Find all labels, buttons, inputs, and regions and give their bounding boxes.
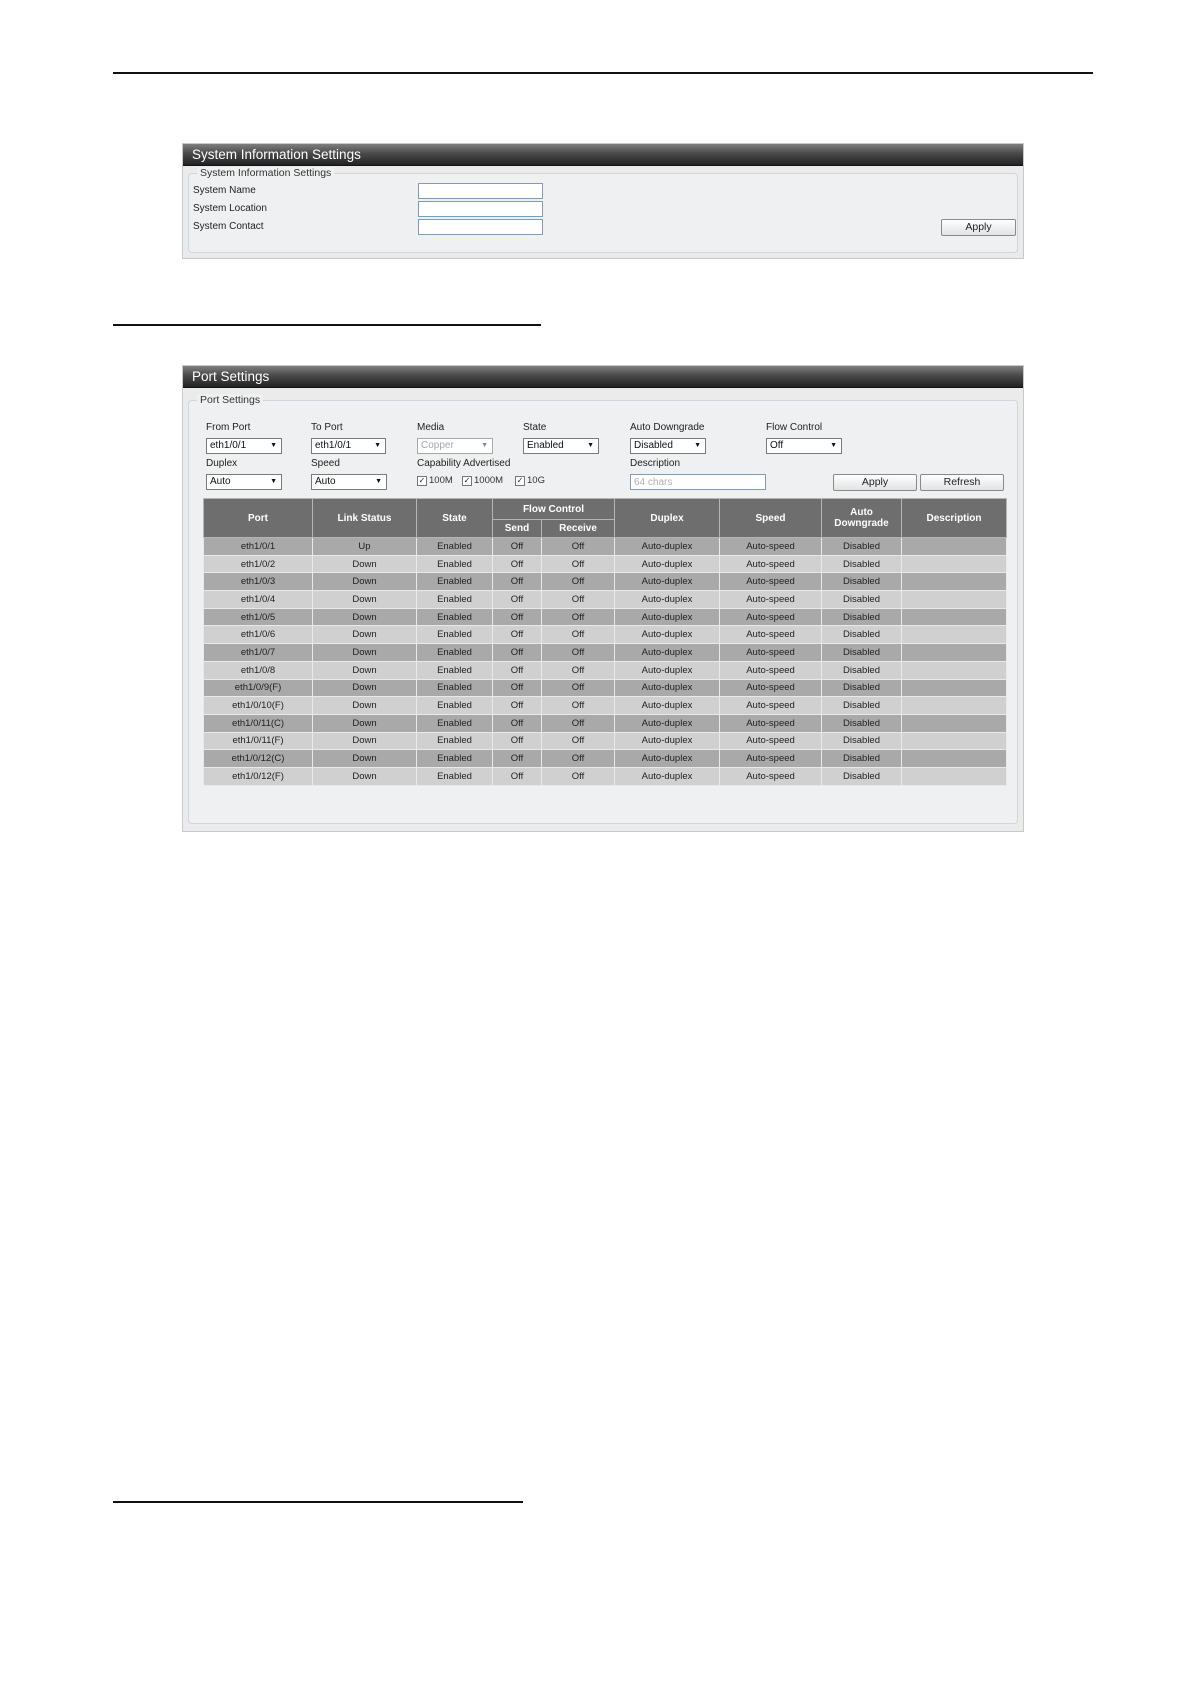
cell-speed: Auto-speed — [720, 591, 822, 609]
duplex-label: Duplex — [206, 458, 238, 469]
speed-select[interactable] — [311, 474, 387, 490]
cell-speed: Auto-speed — [720, 767, 822, 785]
description-input[interactable] — [630, 474, 766, 490]
page-header-rule — [113, 72, 1093, 74]
port-settings-title: Port Settings — [183, 366, 1023, 388]
table-row[interactable] — [204, 608, 1007, 626]
cell-auto-downgrade: Disabled — [822, 767, 902, 785]
cell-auto-downgrade: Disabled — [822, 538, 902, 556]
cell-description — [902, 591, 1007, 609]
cell-flow-receive: Off — [542, 591, 615, 609]
cell-link-status: Down — [313, 714, 417, 732]
cell-flow-receive: Off — [542, 732, 615, 750]
cell-duplex: Auto-duplex — [615, 661, 720, 679]
section-underline-2 — [113, 1501, 523, 1503]
state-value: Enabled — [527, 440, 564, 451]
cell-flow-send: Off — [493, 767, 542, 785]
to-port-select[interactable] — [311, 438, 386, 454]
dropdown-arrow-icon: ▼ — [375, 478, 382, 485]
table-row[interactable] — [204, 555, 1007, 573]
auto-downgrade-label: Auto Downgrade — [630, 422, 705, 433]
cell-state: Enabled — [417, 626, 493, 644]
port-settings-legend: Port Settings — [197, 394, 263, 406]
cell-speed: Auto-speed — [720, 608, 822, 626]
col-header-speed: Speed — [720, 499, 822, 538]
col-header-port: Port — [204, 499, 313, 538]
cell-auto-downgrade: Disabled — [822, 644, 902, 662]
description-label: Description — [630, 458, 681, 469]
cell-flow-send: Off — [493, 661, 542, 679]
cell-link-status: Down — [313, 573, 417, 591]
cell-speed: Auto-speed — [720, 661, 822, 679]
checkmark-icon: ✓ — [516, 475, 524, 485]
table-row[interactable] — [204, 750, 1007, 768]
cell-state: Enabled — [417, 714, 493, 732]
cell-description — [902, 767, 1007, 785]
cell-flow-receive: Off — [542, 644, 615, 662]
cell-link-status: Down — [313, 697, 417, 715]
cell-description — [902, 555, 1007, 573]
cell-duplex: Auto-duplex — [615, 608, 720, 626]
cell-speed: Auto-speed — [720, 538, 822, 556]
cell-auto-downgrade: Disabled — [822, 573, 902, 591]
cell-link-status: Down — [313, 555, 417, 573]
cell-duplex: Auto-duplex — [615, 573, 720, 591]
cell-link-status: Down — [313, 644, 417, 662]
table-row[interactable] — [204, 767, 1007, 785]
system-info-apply-button[interactable]: Apply — [941, 219, 1016, 236]
table-row[interactable] — [204, 679, 1007, 697]
cell-flow-receive: Off — [542, 679, 615, 697]
cell-auto-downgrade: Disabled — [822, 750, 902, 768]
cell-flow-send: Off — [493, 573, 542, 591]
cell-duplex: Auto-duplex — [615, 626, 720, 644]
cell-speed: Auto-speed — [720, 626, 822, 644]
cell-flow-receive: Off — [542, 608, 615, 626]
table-row[interactable] — [204, 697, 1007, 715]
cell-auto-downgrade: Disabled — [822, 697, 902, 715]
cell-description — [902, 714, 1007, 732]
cell-duplex: Auto-duplex — [615, 555, 720, 573]
system-contact-label: System Contact — [193, 221, 264, 232]
cell-port: eth1/0/5 — [204, 608, 313, 626]
table-row[interactable] — [204, 591, 1007, 609]
cell-link-status: Up — [313, 538, 417, 556]
speed-value: Auto — [315, 476, 336, 487]
cell-state: Enabled — [417, 750, 493, 768]
cell-flow-send: Off — [493, 750, 542, 768]
duplex-select[interactable] — [206, 474, 282, 490]
cell-flow-receive: Off — [542, 714, 615, 732]
cell-flow-receive: Off — [542, 555, 615, 573]
cell-duplex: Auto-duplex — [615, 767, 720, 785]
cell-state: Enabled — [417, 608, 493, 626]
cell-description — [902, 661, 1007, 679]
cell-state: Enabled — [417, 573, 493, 591]
cell-link-status: Down — [313, 679, 417, 697]
system-contact-input[interactable] — [418, 219, 543, 235]
cell-duplex: Auto-duplex — [615, 591, 720, 609]
cell-duplex: Auto-duplex — [615, 538, 720, 556]
capability-advertised-label: Capability Advertised — [417, 458, 511, 469]
auto-downgrade-select[interactable] — [630, 438, 706, 454]
cell-flow-receive: Off — [542, 697, 615, 715]
cell-flow-send: Off — [493, 714, 542, 732]
cell-port: eth1/0/10(F) — [204, 697, 313, 715]
cell-speed: Auto-speed — [720, 573, 822, 591]
col-header-send: Send — [493, 520, 542, 538]
media-select[interactable] — [417, 438, 493, 454]
dropdown-arrow-icon: ▼ — [587, 442, 594, 449]
cell-description — [902, 573, 1007, 591]
dropdown-arrow-icon: ▼ — [481, 442, 488, 449]
media-value: Copper — [421, 440, 454, 451]
cell-port: eth1/0/11(C) — [204, 714, 313, 732]
cell-auto-downgrade: Disabled — [822, 591, 902, 609]
cell-port: eth1/0/12(F) — [204, 767, 313, 785]
cell-link-status: Down — [313, 626, 417, 644]
dropdown-arrow-icon: ▼ — [270, 478, 277, 485]
cell-speed: Auto-speed — [720, 679, 822, 697]
capability-10g-label: 10G — [527, 475, 545, 486]
cell-flow-send: Off — [493, 626, 542, 644]
dropdown-arrow-icon: ▼ — [270, 442, 277, 449]
cell-duplex: Auto-duplex — [615, 732, 720, 750]
cell-description — [902, 697, 1007, 715]
cell-flow-receive: Off — [542, 538, 615, 556]
dropdown-arrow-icon: ▼ — [694, 442, 701, 449]
table-row[interactable] — [204, 732, 1007, 750]
cell-port: eth1/0/2 — [204, 555, 313, 573]
cell-port: eth1/0/7 — [204, 644, 313, 662]
cell-state: Enabled — [417, 697, 493, 715]
capability-100m-checkbox[interactable] — [417, 475, 453, 486]
cell-link-status: Down — [313, 591, 417, 609]
col-header-state: State — [417, 499, 493, 538]
cell-state: Enabled — [417, 538, 493, 556]
cell-flow-send: Off — [493, 608, 542, 626]
cell-flow-receive: Off — [542, 750, 615, 768]
cell-flow-send: Off — [493, 591, 542, 609]
cell-auto-downgrade: Disabled — [822, 661, 902, 679]
capability-1000m-label: 1000M — [474, 475, 504, 486]
checkmark-icon: ✓ — [418, 475, 426, 485]
auto-downgrade-value: Disabled — [634, 440, 673, 451]
duplex-value: Auto — [210, 476, 231, 487]
col-header-duplex: Duplex — [615, 499, 720, 538]
cell-description — [902, 732, 1007, 750]
system-info-panel — [182, 143, 1024, 259]
system-info-fieldset — [188, 167, 1018, 253]
cell-duplex: Auto-duplex — [615, 750, 720, 768]
cell-flow-receive: Off — [542, 573, 615, 591]
cell-port: eth1/0/12(C) — [204, 750, 313, 768]
col-header-receive: Receive — [542, 520, 615, 538]
cell-speed: Auto-speed — [720, 750, 822, 768]
table-row[interactable] — [204, 573, 1007, 591]
col-header-link-status: Link Status — [313, 499, 417, 538]
cell-auto-downgrade: Disabled — [822, 555, 902, 573]
port-settings-fieldset — [188, 394, 1018, 824]
cell-description — [902, 626, 1007, 644]
from-port-label: From Port — [206, 422, 251, 433]
port-apply-button[interactable]: Apply — [833, 474, 917, 491]
system-info-title: System Information Settings — [183, 144, 1023, 166]
cell-auto-downgrade: Disabled — [822, 626, 902, 644]
cell-state: Enabled — [417, 644, 493, 662]
flow-control-select[interactable] — [766, 438, 842, 454]
system-location-label: System Location — [193, 203, 267, 214]
cell-state: Enabled — [417, 767, 493, 785]
state-label: State — [523, 422, 547, 433]
checkmark-icon: ✓ — [463, 475, 471, 485]
table-row[interactable] — [204, 626, 1007, 644]
section-underline-1 — [113, 324, 541, 326]
cell-duplex: Auto-duplex — [615, 697, 720, 715]
cell-auto-downgrade: Disabled — [822, 714, 902, 732]
cell-speed: Auto-speed — [720, 732, 822, 750]
capability-1000m-checkbox[interactable] — [462, 475, 503, 486]
cell-port: eth1/0/4 — [204, 591, 313, 609]
cell-flow-send: Off — [493, 644, 542, 662]
cell-flow-receive: Off — [542, 767, 615, 785]
cell-flow-send: Off — [493, 538, 542, 556]
cell-flow-receive: Off — [542, 626, 615, 644]
capability-10g-checkbox[interactable] — [515, 475, 545, 486]
cell-state: Enabled — [417, 555, 493, 573]
cell-port: eth1/0/6 — [204, 626, 313, 644]
cell-state: Enabled — [417, 732, 493, 750]
cell-port: eth1/0/9(F) — [204, 679, 313, 697]
cell-description — [902, 750, 1007, 768]
cell-description — [902, 608, 1007, 626]
cell-description — [902, 679, 1007, 697]
cell-flow-send: Off — [493, 555, 542, 573]
col-header-auto-downgrade: Auto Downgrade — [822, 499, 902, 538]
media-label: Media — [417, 422, 445, 433]
col-header-flow-control: Flow Control — [493, 499, 615, 520]
cell-link-status: Down — [313, 732, 417, 750]
col-header-description: Description — [902, 499, 1007, 538]
cell-speed: Auto-speed — [720, 555, 822, 573]
refresh-button[interactable]: Refresh — [920, 474, 1004, 491]
table-row[interactable] — [204, 644, 1007, 662]
cell-port: eth1/0/8 — [204, 661, 313, 679]
cell-port: eth1/0/1 — [204, 538, 313, 556]
to-port-value: eth1/0/1 — [315, 440, 352, 451]
cell-state: Enabled — [417, 591, 493, 609]
cell-link-status: Down — [313, 661, 417, 679]
table-row[interactable] — [204, 714, 1007, 732]
cell-link-status: Down — [313, 750, 417, 768]
table-row[interactable] — [204, 661, 1007, 679]
state-select[interactable] — [523, 438, 599, 454]
cell-duplex: Auto-duplex — [615, 679, 720, 697]
to-port-label: To Port — [311, 422, 343, 433]
system-name-label: System Name — [193, 185, 256, 196]
cell-speed: Auto-speed — [720, 714, 822, 732]
from-port-value: eth1/0/1 — [210, 440, 247, 451]
capability-100m-label: 100M — [429, 475, 453, 486]
system-info-legend: System Information Settings — [197, 167, 334, 179]
from-port-select[interactable] — [206, 438, 282, 454]
cell-flow-send: Off — [493, 679, 542, 697]
cell-description — [902, 538, 1007, 556]
dropdown-arrow-icon: ▼ — [830, 442, 837, 449]
system-location-input[interactable] — [418, 201, 543, 217]
cell-flow-send: Off — [493, 697, 542, 715]
dropdown-arrow-icon: ▼ — [374, 442, 381, 449]
port-table — [203, 498, 1007, 786]
cell-auto-downgrade: Disabled — [822, 608, 902, 626]
flow-control-value: Off — [770, 440, 784, 451]
speed-label: Speed — [311, 458, 340, 469]
cell-duplex: Auto-duplex — [615, 644, 720, 662]
cell-link-status: Down — [313, 767, 417, 785]
cell-auto-downgrade: Disabled — [822, 732, 902, 750]
cell-port: eth1/0/11(F) — [204, 732, 313, 750]
table-row[interactable] — [204, 538, 1007, 556]
cell-duplex: Auto-duplex — [615, 714, 720, 732]
flow-control-label: Flow Control — [766, 422, 823, 433]
port-table-body — [204, 538, 1007, 786]
cell-link-status: Down — [313, 608, 417, 626]
cell-description — [902, 644, 1007, 662]
cell-flow-send: Off — [493, 732, 542, 750]
cell-state: Enabled — [417, 661, 493, 679]
system-name-input[interactable] — [418, 183, 543, 199]
cell-speed: Auto-speed — [720, 697, 822, 715]
cell-auto-downgrade: Disabled — [822, 679, 902, 697]
port-settings-panel — [182, 365, 1024, 832]
cell-speed: Auto-speed — [720, 644, 822, 662]
cell-state: Enabled — [417, 679, 493, 697]
cell-flow-receive: Off — [542, 661, 615, 679]
cell-port: eth1/0/3 — [204, 573, 313, 591]
